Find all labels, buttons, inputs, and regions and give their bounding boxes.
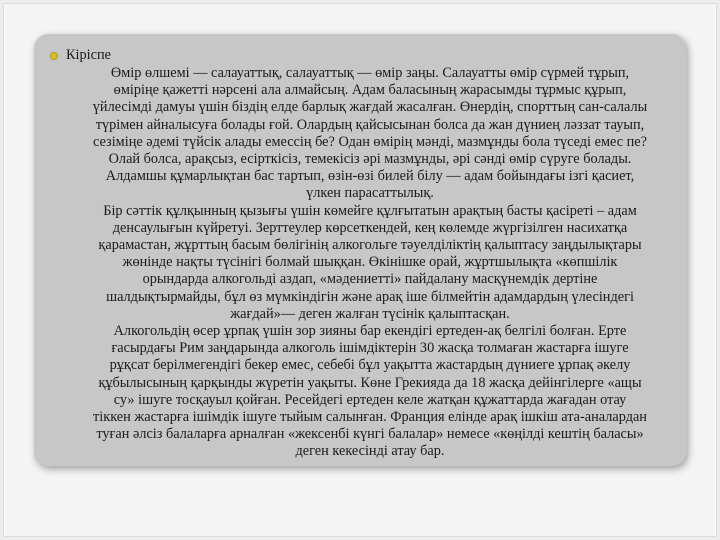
text-body [50,44,690,461]
text-line: Өмір өлшемі — салауаттық, салауаттық — өмір заңы. Салауатты өмір сүрмей тұрып, [110,65,630,81]
text-line: туған әлсіз балаларға арналған «жексенбі күнгі балалар» немесе «көңілді кештің баласы» [96,426,644,443]
paragraph-3 [50,323,690,461]
text-line: құбылысының қарқынды жүретін уақыты. Көне Грекияда да 18 жасқа дейінгілерге «ащы [98,374,642,391]
text-line: үйлесімді дамуы үшін біздің елде барлық жағдай жасалған. Өнердің, спорттың сан-салалы [92,99,648,116]
text-line: өміріңе қажетті нәрсені ала алмайсың. Адам баласының жарасымды тұрмыс құрып, [113,82,627,99]
paragraph-2 [50,203,690,323]
paragraphs [50,65,690,461]
text-line: Бір сәттік құлқынның қызығы үшін көмейге құлғытатын арақтың басты қасіреті – адам [103,202,637,219]
text-line: жағдай»— деген жалған түсінік қалыптасқан. [230,305,510,322]
text-line: сезіміңе әдемі түйсік алады емессің бе? Одан өмірің мәнді, мазмұнды бола түседі емес пе? [93,133,647,150]
heading: Кіріспе [66,47,111,64]
text-line: орындарда алкогольді аздап, «мәдениетті» пайдалану масқүнемдік дертіне [142,271,598,288]
bullet-icon [50,52,58,60]
text-line: тіккен жастарға ішімдік ішуге тыйым салынған. Франция елінде арақ ішкіш ата-аналардан [93,409,647,426]
text-line: жөнінде нақты түсінігі болмай шыққан. Өкінішке орай, жұртшылықта «көпшілік [122,254,618,271]
text-line: түрімен айналысуға болады ғой. Олардың қайсысынан болса да жан дүниең ләззат тауып, [95,116,645,133]
text-line: Алкогольдің өсер ұрпақ үшін зор зияны бар екендігі ертеден-ақ белгілі болған. Ерте [113,323,627,340]
text-line: ғасырдағы Рим заңдарында алкоголь ішімдіктерін 30 жасқа толмаған жастарға ішуге [111,340,629,357]
text-line: су» ішуге тосқауыл қойған. Ресейдегі ертеден келе жатқан құжаттарда жағадан отау [113,391,627,408]
text-line: деген кекесінді атау бар. [295,443,445,460]
text-line: Алдамшы құмарлықтан бас тартып, өзін-өзі билей білу — адам бойындағы ізгі қасиет, [105,168,635,185]
paragraph-1 [50,65,690,203]
text-line: қарамастан, жұрттың басым бөлігінің алкогольге тәуелділіктің қалыптасу заңдылықтары [98,237,642,254]
text-line: Олай болса, арақсыз, есірткісіз, темекісіз әрі мазмұнды, әрі сәнді өмір сүруге болады. [108,151,632,168]
text-line: шалдықтырмайды, бұл өз мүмкіндігін және арақ ішe білмейтін адамдардың үлесіндегі [106,288,634,305]
text-line: рұқсат берілмегендігі бекер емес, себебі бұл уақытта жастардың дүниеге ұрпақ әкелу [109,357,631,374]
text-line: үлкен парасаттылық. [306,185,434,202]
text-line: денсаулығын күйретуі. Зерттеулер көрсеткендей, кең көлемде жүргізілген насихатқа [112,219,628,236]
